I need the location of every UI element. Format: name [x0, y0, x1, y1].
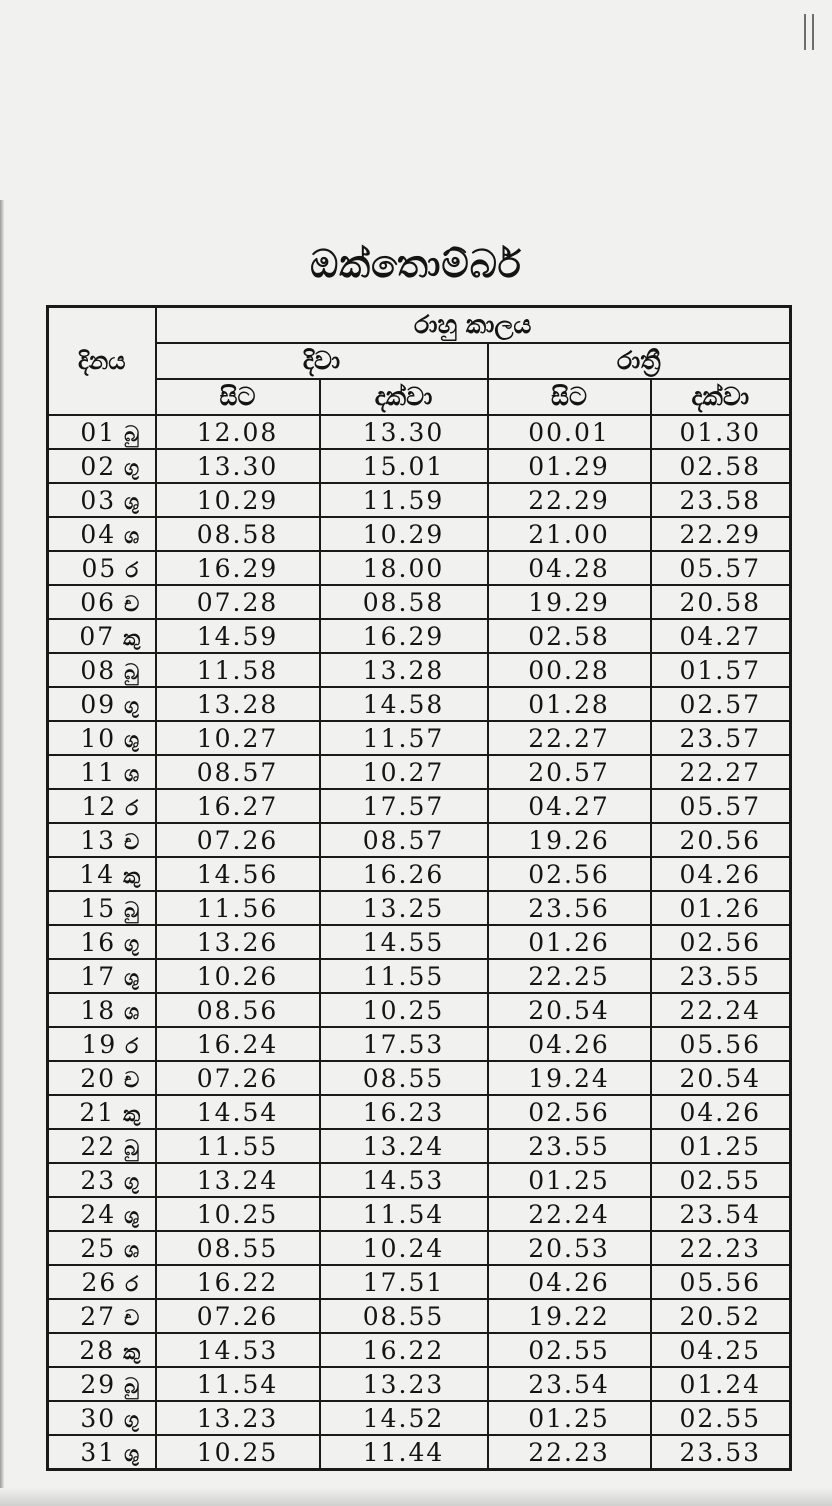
- table-row: [48, 1401, 791, 1435]
- day-to-cell: 08.55: [320, 1061, 488, 1095]
- date-number: 15: [80, 893, 117, 923]
- table-row: [48, 1265, 791, 1299]
- page-edge: [0, 200, 4, 1500]
- day-from-cell: 11.54: [156, 1367, 320, 1401]
- date-number: 11: [80, 757, 117, 787]
- table-row: [48, 993, 791, 1027]
- table-row: [48, 1027, 791, 1061]
- night-from-cell: 22.23: [488, 1435, 651, 1470]
- night-to-cell: 22.27: [651, 755, 791, 789]
- day-to-cell: 10.29: [320, 517, 488, 551]
- day-to-cell: 14.53: [320, 1163, 488, 1197]
- day-to-cell: 13.25: [320, 891, 488, 925]
- day-to-cell: 15.01: [320, 449, 488, 483]
- day-to-cell: 11.54: [320, 1197, 488, 1231]
- weekday-abbr: ගු: [124, 693, 140, 718]
- date-number: 10: [80, 723, 117, 753]
- day-from-cell: 07.26: [156, 1061, 320, 1095]
- night-to-cell: 04.26: [651, 1095, 791, 1129]
- night-to-cell: 20.52: [651, 1299, 791, 1333]
- day-from-cell: 07.26: [156, 823, 320, 857]
- night-from-header: සිට: [488, 379, 651, 415]
- night-from-cell: 01.25: [488, 1401, 651, 1435]
- day-from-cell: 08.57: [156, 755, 320, 789]
- day-from-cell: 11.56: [156, 891, 320, 925]
- night-to-cell: 01.26: [651, 891, 791, 925]
- date-cell: [48, 585, 156, 619]
- table-row: [48, 1333, 791, 1367]
- night-from-cell: 23.54: [488, 1367, 651, 1401]
- table-body: [48, 415, 791, 1470]
- night-from-cell: 02.56: [488, 1095, 651, 1129]
- night-from-cell: 23.55: [488, 1129, 651, 1163]
- table-row: [48, 619, 791, 653]
- date-cell: [48, 517, 156, 551]
- day-from-cell: 08.55: [156, 1231, 320, 1265]
- day-to-cell: 10.25: [320, 993, 488, 1027]
- table-row: [48, 1435, 791, 1470]
- night-from-cell: 19.26: [488, 823, 651, 857]
- weekday-abbr: බු: [124, 1373, 140, 1398]
- date-number: 24: [80, 1199, 117, 1229]
- day-from-cell: 16.24: [156, 1027, 320, 1061]
- day-from-cell: 10.27: [156, 721, 320, 755]
- night-to-cell: 04.25: [651, 1333, 791, 1367]
- weekday-abbr: ච: [124, 1305, 140, 1330]
- night-from-cell: 02.58: [488, 619, 651, 653]
- night-from-cell: 00.28: [488, 653, 651, 687]
- date-number: 06: [80, 587, 117, 617]
- weekday-abbr: කු: [123, 863, 141, 888]
- date-number: 31: [80, 1437, 117, 1467]
- weekday-abbr: ශු: [124, 727, 140, 752]
- day-from-cell: 13.23: [156, 1401, 320, 1435]
- date-cell: [48, 1265, 156, 1299]
- date-number: 08: [80, 655, 117, 685]
- table-row: [48, 1061, 791, 1095]
- date-number: 09: [80, 689, 117, 719]
- night-to-cell: 23.58: [651, 483, 791, 517]
- table-row: [48, 1231, 791, 1265]
- date-cell: [48, 925, 156, 959]
- date-number: 20: [80, 1063, 117, 1093]
- table-row: [48, 959, 791, 993]
- date-number: 30: [80, 1403, 117, 1433]
- date-number: 18: [80, 995, 117, 1025]
- date-cell: [48, 857, 156, 891]
- night-to-cell: 02.56: [651, 925, 791, 959]
- day-to-cell: 16.22: [320, 1333, 488, 1367]
- weekday-abbr: ගු: [124, 1169, 140, 1194]
- night-to-header: දක්වා: [651, 379, 791, 415]
- day-from-cell: 14.56: [156, 857, 320, 891]
- date-cell: [48, 1061, 156, 1095]
- night-from-cell: 01.26: [488, 925, 651, 959]
- night-to-cell: 02.55: [651, 1163, 791, 1197]
- day-from-cell: 16.22: [156, 1265, 320, 1299]
- night-to-cell: 20.54: [651, 1061, 791, 1095]
- night-to-cell: 23.55: [651, 959, 791, 993]
- day-from-cell: 13.26: [156, 925, 320, 959]
- day-from-cell: 14.59: [156, 619, 320, 653]
- date-cell: [48, 1231, 156, 1265]
- night-from-cell: 00.01: [488, 415, 651, 449]
- date-cell: [48, 483, 156, 517]
- day-to-cell: 13.24: [320, 1129, 488, 1163]
- day-from-cell: 16.29: [156, 551, 320, 585]
- weekday-abbr: ර: [125, 1271, 138, 1296]
- date-cell: [48, 687, 156, 721]
- day-from-cell: 12.08: [156, 415, 320, 449]
- page-bottom-shadow: [0, 1488, 832, 1506]
- night-to-cell: 02.55: [651, 1401, 791, 1435]
- night-from-cell: 22.29: [488, 483, 651, 517]
- night-to-cell: 02.57: [651, 687, 791, 721]
- date-number: 07: [79, 621, 116, 651]
- table-row: [48, 1129, 791, 1163]
- table-row: [48, 653, 791, 687]
- date-number: 26: [81, 1267, 118, 1297]
- night-from-cell: 19.22: [488, 1299, 651, 1333]
- night-from-cell: 22.24: [488, 1197, 651, 1231]
- day-from-cell: 13.24: [156, 1163, 320, 1197]
- rahu-kalaya-table: [46, 305, 792, 1471]
- weekday-abbr: ශු: [124, 1441, 140, 1466]
- date-number: 12: [81, 791, 118, 821]
- weekday-abbr: ර: [125, 795, 138, 820]
- weekday-abbr: ගු: [124, 931, 140, 956]
- weekday-abbr: කු: [123, 1339, 141, 1364]
- date-cell: [48, 1163, 156, 1197]
- table-row: [48, 1367, 791, 1401]
- weekday-abbr: ර: [125, 557, 138, 582]
- night-to-cell: 20.58: [651, 585, 791, 619]
- day-to-cell: 08.57: [320, 823, 488, 857]
- day-from-cell: 08.56: [156, 993, 320, 1027]
- weekday-abbr: ශ: [124, 523, 140, 548]
- date-number: 29: [80, 1369, 117, 1399]
- date-number: 16: [80, 927, 117, 957]
- day-from-cell: 10.26: [156, 959, 320, 993]
- date-cell: [48, 891, 156, 925]
- date-cell: [48, 959, 156, 993]
- table-row: [48, 687, 791, 721]
- day-to-cell: 16.26: [320, 857, 488, 891]
- date-number: 19: [81, 1029, 118, 1059]
- table-row: [48, 1163, 791, 1197]
- table-row: [48, 823, 791, 857]
- date-number: 21: [79, 1097, 116, 1127]
- day-to-cell: 18.00: [320, 551, 488, 585]
- date-cell: [48, 619, 156, 653]
- date-number: 28: [79, 1335, 116, 1365]
- date-number: 25: [80, 1233, 117, 1263]
- date-cell: [48, 1299, 156, 1333]
- night-from-cell: 19.24: [488, 1061, 651, 1095]
- night-to-cell: 22.24: [651, 993, 791, 1027]
- table-row: [48, 1095, 791, 1129]
- page-title: ඔක්තොම්බර්: [310, 242, 522, 286]
- day-to-cell: 17.53: [320, 1027, 488, 1061]
- night-to-cell: 20.56: [651, 823, 791, 857]
- day-from-cell: 13.28: [156, 687, 320, 721]
- night-to-cell: 23.54: [651, 1197, 791, 1231]
- date-cell: [48, 721, 156, 755]
- date-number: 05: [81, 553, 118, 583]
- table-row: [48, 1299, 791, 1333]
- night-from-cell: 02.55: [488, 1333, 651, 1367]
- night-to-cell: 05.57: [651, 789, 791, 823]
- night-to-cell: 01.57: [651, 653, 791, 687]
- weekday-abbr: ශ: [124, 761, 140, 786]
- weekday-abbr: ශ: [124, 1237, 140, 1262]
- date-number: 14: [79, 859, 116, 889]
- date-cell: [48, 1401, 156, 1435]
- weekday-abbr: ර: [125, 1033, 138, 1058]
- date-number: 01: [80, 417, 117, 447]
- night-from-cell: 23.56: [488, 891, 651, 925]
- night-to-cell: 23.53: [651, 1435, 791, 1470]
- night-to-cell: 02.58: [651, 449, 791, 483]
- day-column-header: දිනය: [48, 307, 156, 416]
- night-from-cell: 04.26: [488, 1265, 651, 1299]
- date-number: 04: [80, 519, 117, 549]
- date-cell: [48, 993, 156, 1027]
- weekday-abbr: ච: [124, 1067, 140, 1092]
- day-to-cell: 13.30: [320, 415, 488, 449]
- night-to-cell: 01.24: [651, 1367, 791, 1401]
- day-from-cell: 11.58: [156, 653, 320, 687]
- table-row: [48, 585, 791, 619]
- date-cell: [48, 1095, 156, 1129]
- weekday-abbr: බු: [124, 421, 140, 446]
- day-from-cell: 07.26: [156, 1299, 320, 1333]
- weekday-abbr: ශ: [124, 999, 140, 1024]
- night-from-cell: 22.25: [488, 959, 651, 993]
- date-number: 03: [80, 485, 117, 515]
- table-row: [48, 925, 791, 959]
- date-cell: [48, 823, 156, 857]
- date-number: 22: [80, 1131, 117, 1161]
- date-cell: [48, 789, 156, 823]
- table-row: [48, 721, 791, 755]
- date-cell: [48, 1197, 156, 1231]
- date-number: 23: [80, 1165, 117, 1195]
- weekday-abbr: ශු: [124, 965, 140, 990]
- table-row: [48, 857, 791, 891]
- day-from-cell: 10.25: [156, 1197, 320, 1231]
- day-to-cell: 11.57: [320, 721, 488, 755]
- date-number: 13: [80, 825, 117, 855]
- date-number: 17: [80, 961, 117, 991]
- day-to-cell: 11.59: [320, 483, 488, 517]
- night-from-cell: 04.27: [488, 789, 651, 823]
- day-to-cell: 08.58: [320, 585, 488, 619]
- margin-marks: [802, 6, 822, 66]
- table-row: [48, 755, 791, 789]
- day-to-cell: 10.27: [320, 755, 488, 789]
- day-to-cell: 10.24: [320, 1231, 488, 1265]
- day-to-header: දක්වා: [320, 379, 488, 415]
- weekday-abbr: බු: [124, 1135, 140, 1160]
- date-cell: [48, 1435, 156, 1470]
- weekday-abbr: ශු: [124, 489, 140, 514]
- day-to-cell: 11.44: [320, 1435, 488, 1470]
- weekday-abbr: ගු: [124, 1407, 140, 1432]
- day-from-cell: 13.30: [156, 449, 320, 483]
- day-from-header: සිට: [156, 379, 320, 415]
- night-to-cell: 23.57: [651, 721, 791, 755]
- weekday-abbr: ච: [124, 591, 140, 616]
- weekday-abbr: කු: [123, 625, 141, 650]
- night-from-cell: 01.28: [488, 687, 651, 721]
- night-from-cell: 01.25: [488, 1163, 651, 1197]
- night-from-cell: 19.29: [488, 585, 651, 619]
- night-from-cell: 21.00: [488, 517, 651, 551]
- day-to-cell: 16.29: [320, 619, 488, 653]
- date-cell: [48, 1367, 156, 1401]
- night-to-cell: 04.26: [651, 857, 791, 891]
- weekday-abbr: ශු: [124, 1203, 140, 1228]
- weekday-abbr: කු: [123, 1101, 141, 1126]
- date-cell: [48, 1333, 156, 1367]
- night-to-cell: 05.57: [651, 551, 791, 585]
- date-cell: [48, 1129, 156, 1163]
- day-from-cell: 07.28: [156, 585, 320, 619]
- table-row: [48, 449, 791, 483]
- weekday-abbr: බු: [124, 897, 140, 922]
- day-from-cell: 10.29: [156, 483, 320, 517]
- weekday-abbr: ගු: [124, 455, 140, 480]
- day-to-cell: 11.55: [320, 959, 488, 993]
- day-to-cell: 17.57: [320, 789, 488, 823]
- weekday-abbr: බු: [124, 659, 140, 684]
- night-from-cell: 22.27: [488, 721, 651, 755]
- day-to-cell: 16.23: [320, 1095, 488, 1129]
- date-number: 27: [80, 1301, 117, 1331]
- day-to-cell: 08.55: [320, 1299, 488, 1333]
- night-to-cell: 01.30: [651, 415, 791, 449]
- table-row: [48, 551, 791, 585]
- table-row: [48, 483, 791, 517]
- table-row: [48, 415, 791, 449]
- rahu-kalaya-header: රාහු කාලය: [156, 307, 791, 344]
- night-from-cell: 20.57: [488, 755, 651, 789]
- night-from-cell: 20.54: [488, 993, 651, 1027]
- night-from-cell: 02.56: [488, 857, 651, 891]
- day-from-cell: 08.58: [156, 517, 320, 551]
- night-from-cell: 04.26: [488, 1027, 651, 1061]
- day-to-cell: 14.52: [320, 1401, 488, 1435]
- day-to-cell: 17.51: [320, 1265, 488, 1299]
- night-from-cell: 04.28: [488, 551, 651, 585]
- date-cell: [48, 1027, 156, 1061]
- date-cell: [48, 415, 156, 449]
- night-time-header: රාත්‍රී: [488, 343, 791, 379]
- day-from-cell: 11.55: [156, 1129, 320, 1163]
- day-to-cell: 13.28: [320, 653, 488, 687]
- day-from-cell: 10.25: [156, 1435, 320, 1470]
- night-to-cell: 04.27: [651, 619, 791, 653]
- night-to-cell: 01.25: [651, 1129, 791, 1163]
- date-cell: [48, 551, 156, 585]
- date-number: 02: [80, 451, 117, 481]
- day-from-cell: 14.54: [156, 1095, 320, 1129]
- table-row: [48, 891, 791, 925]
- night-to-cell: 05.56: [651, 1265, 791, 1299]
- table-row: [48, 517, 791, 551]
- date-cell: [48, 755, 156, 789]
- day-time-header: දිවා: [156, 343, 488, 379]
- night-from-cell: 01.29: [488, 449, 651, 483]
- day-to-cell: 13.23: [320, 1367, 488, 1401]
- weekday-abbr: ච: [124, 829, 140, 854]
- night-from-cell: 20.53: [488, 1231, 651, 1265]
- night-to-cell: 05.56: [651, 1027, 791, 1061]
- date-cell: [48, 653, 156, 687]
- day-from-cell: 14.53: [156, 1333, 320, 1367]
- night-to-cell: 22.23: [651, 1231, 791, 1265]
- day-to-cell: 14.55: [320, 925, 488, 959]
- day-from-cell: 16.27: [156, 789, 320, 823]
- day-to-cell: 14.58: [320, 687, 488, 721]
- table-row: [48, 1197, 791, 1231]
- night-to-cell: 22.29: [651, 517, 791, 551]
- table-row: [48, 789, 791, 823]
- date-cell: [48, 449, 156, 483]
